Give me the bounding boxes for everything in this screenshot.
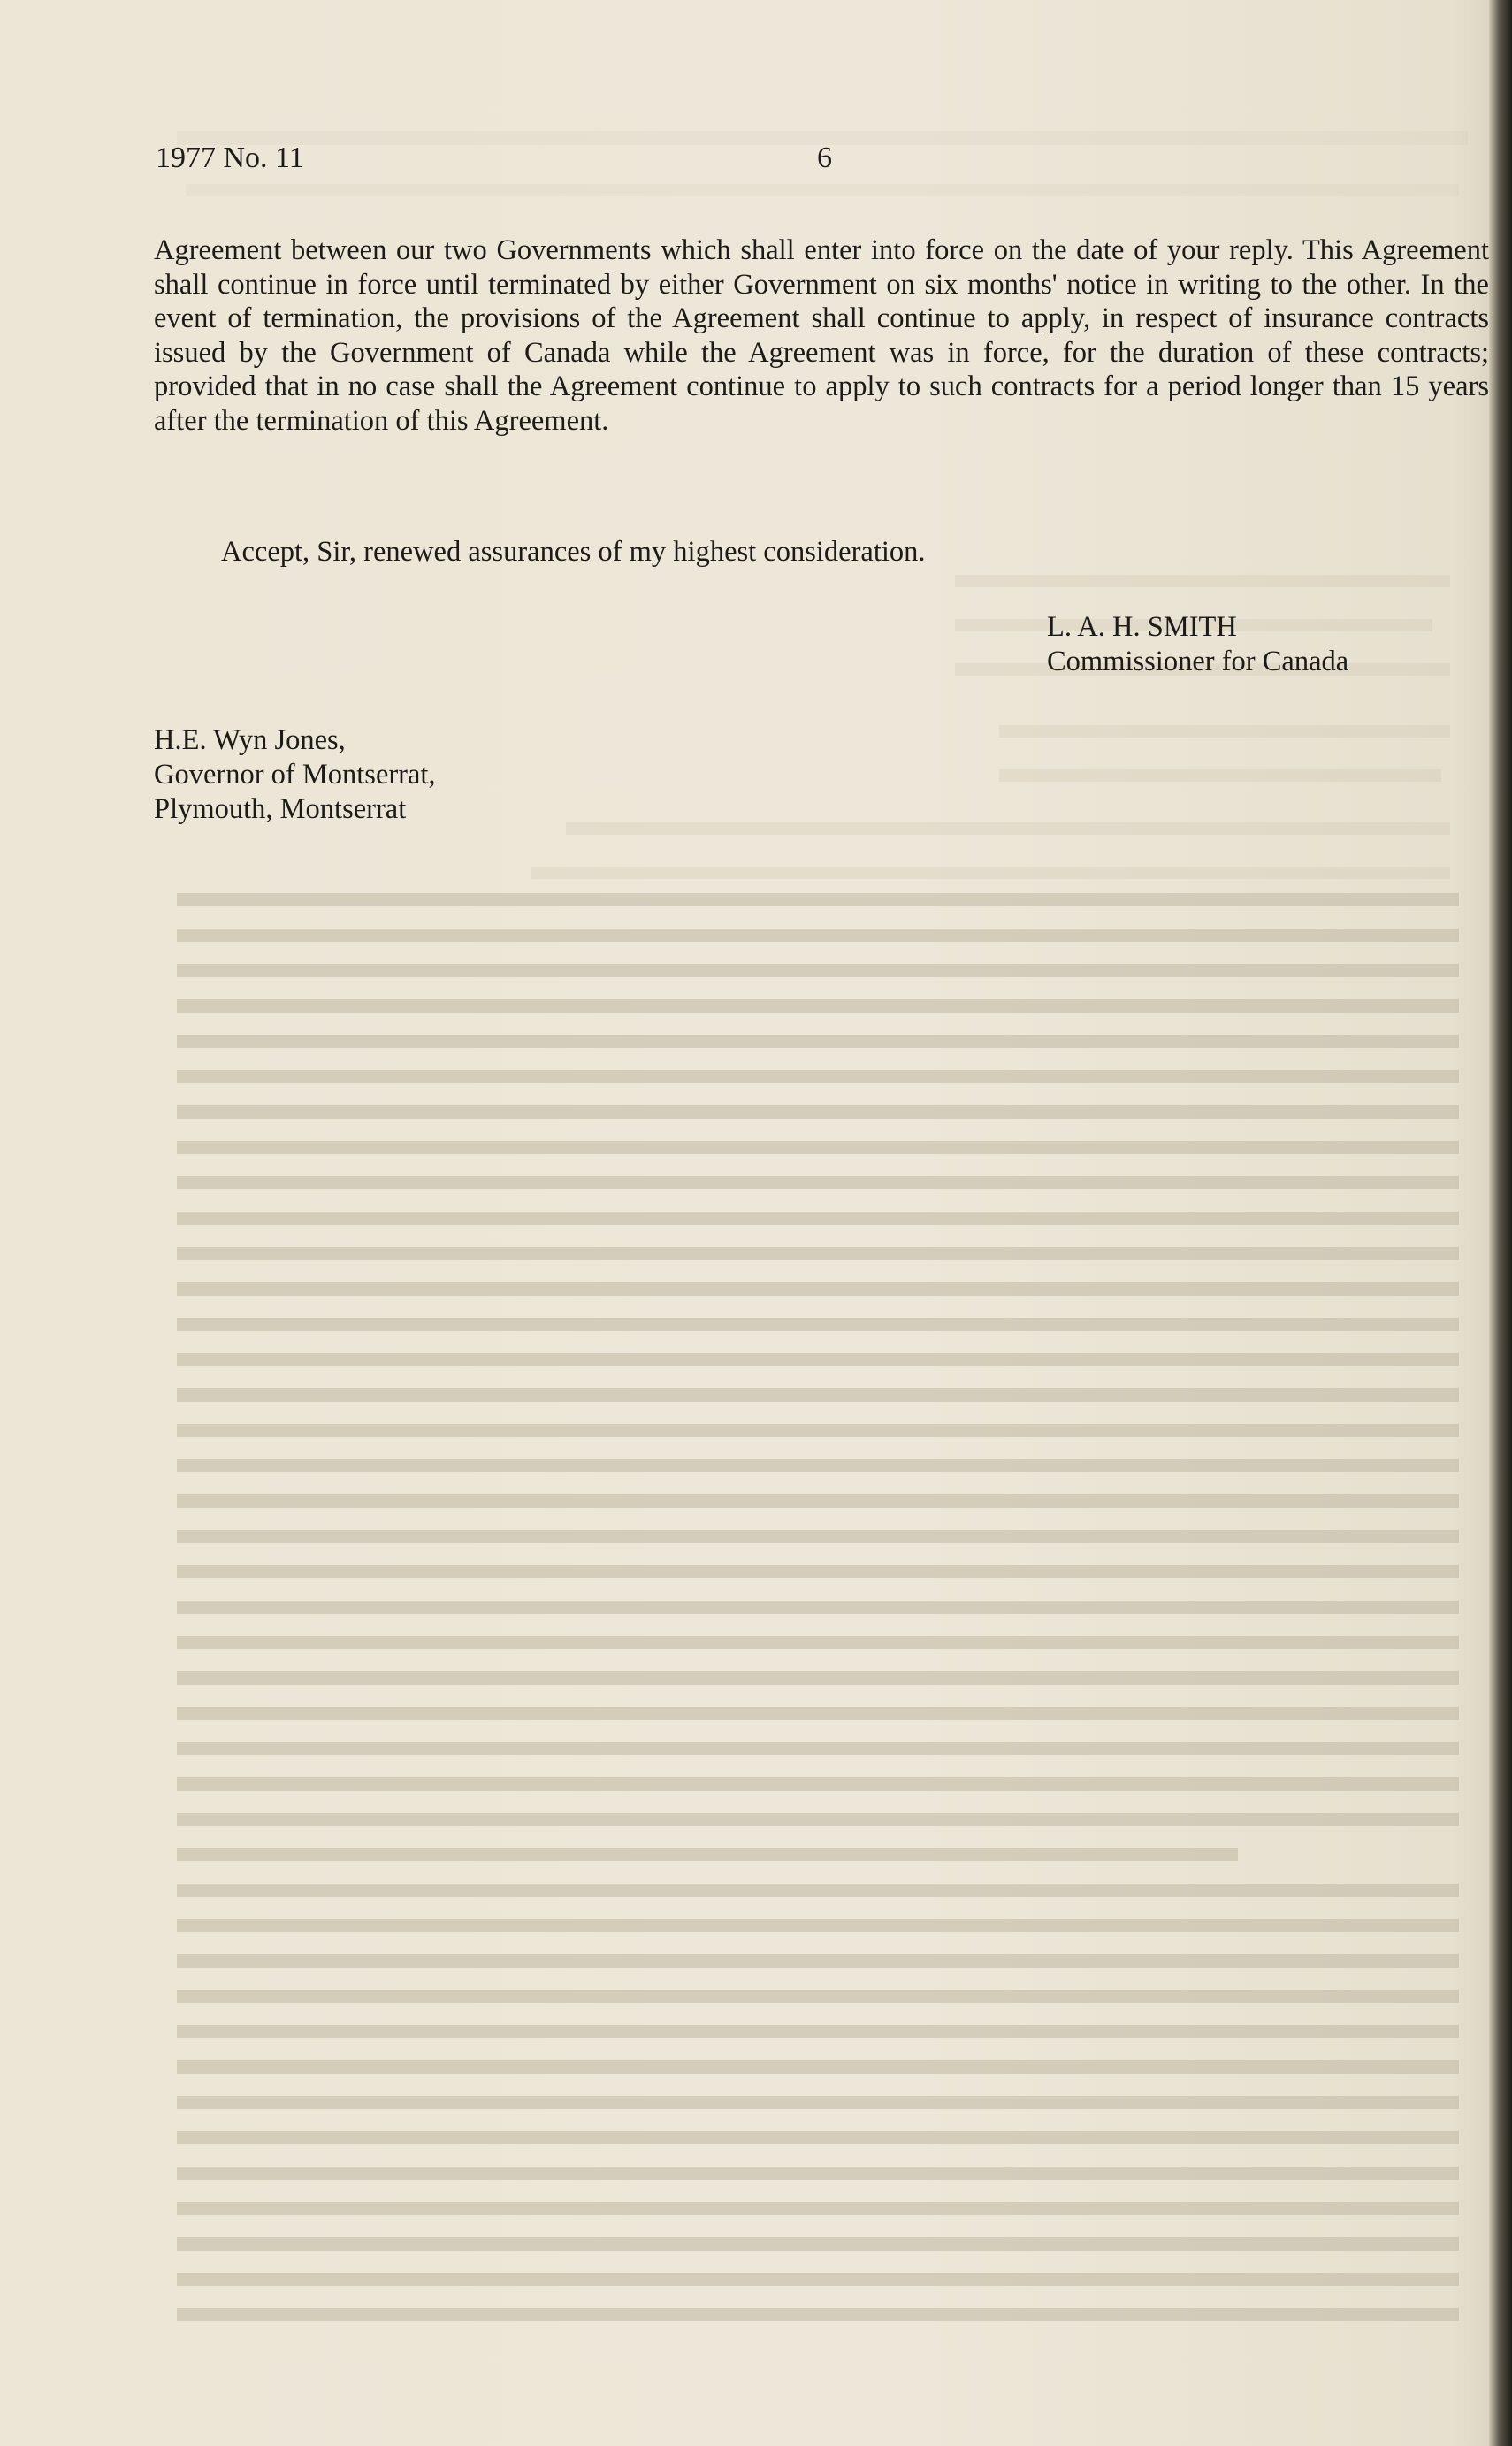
page-header [156,141,1394,186]
signatory-name: L. A. H. SMITH [1047,611,1237,643]
addressee-block [154,723,436,827]
addressee-line-1: H.E. Wyn Jones, [154,724,346,756]
body-paragraph: Agreement between our two Governments which shall enter into force on the date of your reply. This Agreement shall continue in force until terminated by either Government on six months' notice in writing to the other. In the event of termination, the provisions of the Agreement shall continue to apply, in respect of insurance contracts issued by the Government of Canada while the Agreement was in force, for the duration of these contracts; provided that in no case shall the Agreement continue to apply to such contracts for a period longer than 15 years after the termination of this Agreement. [154,234,1489,437]
addressee-line-3: Plymouth, Montserrat [154,793,407,825]
signature-block [1047,610,1348,679]
page-number: 6 [817,141,832,174]
page-spine-shadow [1489,0,1512,2446]
document-citation: 1977 No. 11 [156,141,304,174]
signatory-title: Commissioner for Canada [1047,646,1349,677]
closing-line: Accept, Sir, renewed assurances of my highest consideration. [221,536,926,568]
addressee-line-2: Governor of Montserrat, [154,759,436,791]
